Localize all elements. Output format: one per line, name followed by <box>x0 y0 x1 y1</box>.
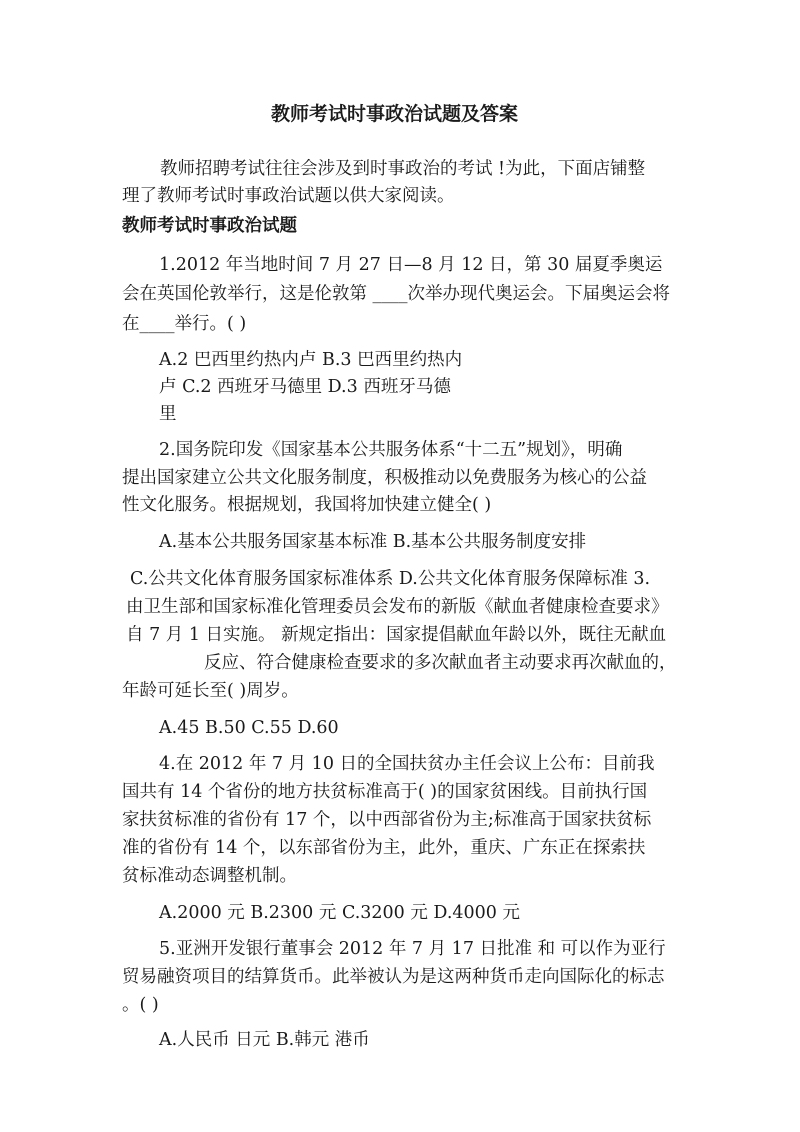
text-line: 5.亚洲开发银行董事会 2012 年 7 月 17 日批准 和 可以作为亚行 <box>159 939 666 959</box>
doc-title: 教师考试时事政治试题及答案 <box>271 103 519 125</box>
section-heading: 教师考试时事政治试题 <box>122 216 297 236</box>
text-line: 性文化服务。根据规划，我国将加快建立健全( ) <box>122 495 492 515</box>
intro-line: 理了教师考试时事政治试题以供大家阅读。 <box>122 186 455 206</box>
text-line: 在____举行。( ) <box>122 314 247 334</box>
text-line: 国共有 14 个省份的地方扶贫标准高于( )的国家贫困线。目前执行国 <box>122 782 648 802</box>
text-line: 由卫生部和国家标准化管理委员会发布的新版《献血者健康检查要求》 <box>126 597 669 617</box>
text-line: A.2000 元 B.2300 元 C.3200 元 D.4000 元 <box>159 903 521 923</box>
text-line: A.45 B.50 C.55 D.60 <box>159 718 339 738</box>
text-line: 反应、符合健康检查要求的多次献血者主动要求再次献血的， <box>204 653 677 673</box>
text-line: 准的省份有 14 个，以东部省份为主，此外，重庆、广东正在探索扶 <box>122 838 646 858</box>
text-line: 2.国务院印发《国家基本公共服务体系“十二五”规划》，明确 <box>159 440 623 460</box>
text-line: A.基本公共服务国家基本标准 B.基本公共服务制度安排 <box>159 532 587 552</box>
text-line: 年龄可延长至( )周岁。 <box>122 681 299 701</box>
text-line: C.公共文化体育服务国家标准体系 D.公共文化体育服务保障标准 3. <box>130 569 651 589</box>
text-line: 自 7 月 1 日实施。 新规定指出：国家提倡献血年龄以外，既往无献血 <box>126 625 667 645</box>
intro-line: 教师招聘考试往往会涉及到时事政治的考试 !为此，下面店铺整 <box>160 159 646 179</box>
text-line: 贫标准动态调整机制。 <box>122 866 297 886</box>
text-line: A.人民币 日元 B.韩元 港币 <box>159 1030 370 1050</box>
text-line: A.2 巴西里约热内卢 B.3 巴西里约热内 <box>159 350 463 370</box>
text-line: 1.2012 年当地时间 7 月 27 日—8 月 12 日，第 30 届夏季奥运 <box>159 255 663 275</box>
text-line: 家扶贫标准的省份有 17 个，以中西部省份为主;标准高于国家扶贫标 <box>122 810 652 830</box>
text-line: 会在英国伦敦举行，这是伦敦第 ____次举办现代奥运会。下届奥运会将 <box>122 284 671 304</box>
text-line: 卢 C.2 西班牙马德里 D.3 西班牙马德 <box>159 377 451 397</box>
text-line: 贸易融资项目的结算货币。此举被认为是这两种货币走向国际化的标志 <box>122 967 665 987</box>
text-line: 提出国家建立公共文化服务制度，积极推动以免费服务为核心的公益 <box>122 468 647 488</box>
text-line: 。( ) <box>122 995 159 1015</box>
text-line: 4.在 2012 年 7 月 10 日的全国扶贫办主任会议上公布：目前我 <box>159 754 655 774</box>
text-line: 里 <box>159 404 177 424</box>
